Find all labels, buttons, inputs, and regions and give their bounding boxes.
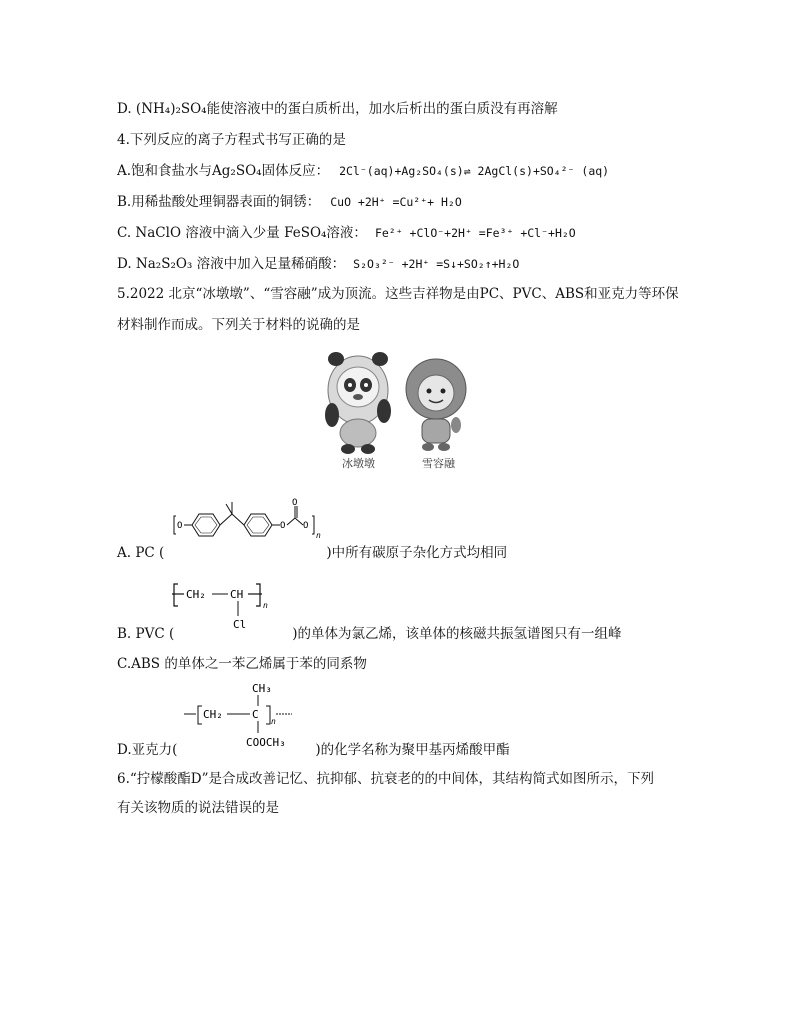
bing-dwen-dwen-image: [325, 352, 391, 454]
svg-text:n: n: [316, 531, 321, 540]
pvc-structure: [170, 578, 290, 630]
svg-text:O: O: [177, 521, 183, 531]
question-5-option-a: A. PC ( )中所有碳原子杂化方式均相同: [117, 545, 508, 561]
svg-text:O: O: [303, 521, 309, 531]
svg-text:CH₃: CH₃: [252, 682, 272, 695]
question-6-stem-line2: 有关该物质的说法错误的是: [117, 800, 279, 816]
question-4-option-c: C. NaClO 溶液中滴入少量 FeSO₄溶液： Fe²⁺ +ClO⁻+2H⁺ =Fe³⁺ +Cl⁻+H₂O: [117, 225, 576, 241]
question-5-stem-line1: 5.2022 北京“冰墩墩”、“雪容融”成为顶流。这些吉祥物是由PC、PVC、ABS和亚克力等环保: [117, 286, 679, 302]
option-d-previous: D. (NH₄)₂SO₄能使溶液中的蛋白质析出，加水后析出的蛋白质没有再溶解: [117, 101, 558, 117]
question-5-option-c: C.ABS 的单体之一苯乙烯属于苯的同系物: [117, 656, 367, 672]
question-4-option-b: B.用稀盐酸处理铜器表面的铜锈： CuO +2H⁺ =Cu²⁺+ H₂O: [117, 194, 462, 210]
question-6-stem-line1: 6.“拧檬酸酯D”是合成改善记忆、抗抑郁、抗衰老的的中间体，其结构简式如图所示，下列: [117, 771, 655, 787]
svg-text:n: n: [263, 601, 268, 610]
svg-text:COOCH₃: COOCH₃: [246, 736, 286, 749]
mascots-image: [318, 345, 478, 455]
question-5-stem-line2: 材料制作而成。下列关于材料的说确的是: [117, 317, 360, 333]
svg-text:C: C: [252, 708, 259, 721]
pc-structure: [172, 494, 332, 546]
mascot-left-label: 冰墩墩: [342, 457, 375, 470]
pmma-structure: [182, 680, 332, 750]
question-4-option-a: A.饱和食盐水与Ag₂SO₄固体反应： 2Cl⁻(aq)+Ag₂SO₄(s)⇌ 2AgCl(s)+SO₄²⁻ (aq): [117, 163, 610, 179]
svg-text:Cl: Cl: [233, 618, 247, 630]
shuey-rhon-rhon-image: [406, 359, 466, 451]
svg-text:CH₂: CH₂: [203, 708, 223, 721]
question-4-option-d: D. Na₂S₂O₃ 溶液中加入足量稀硝酸： S₂O₃²⁻ +2H⁺ =S↓+SO₂↑+H₂O: [117, 256, 520, 272]
question-5-option-b: B. PVC ( )的单体为氯乙烯，该单体的核磁共振氢谱图只有一组峰: [117, 626, 622, 642]
svg-text:n: n: [271, 717, 276, 726]
mascot-right-label: 雪容融: [422, 457, 455, 470]
svg-text:O: O: [280, 521, 286, 531]
svg-text:CH₂: CH₂: [186, 588, 206, 601]
mascots-figure: [318, 345, 478, 470]
svg-text:CH: CH: [230, 588, 244, 601]
question-4-stem: 4.下列反应的离子方程式书写正确的是: [117, 132, 346, 148]
question-5-option-d: D.亚克力( )的化学名称为聚甲基丙烯酸甲酯: [117, 742, 510, 758]
svg-text:O: O: [292, 498, 298, 508]
